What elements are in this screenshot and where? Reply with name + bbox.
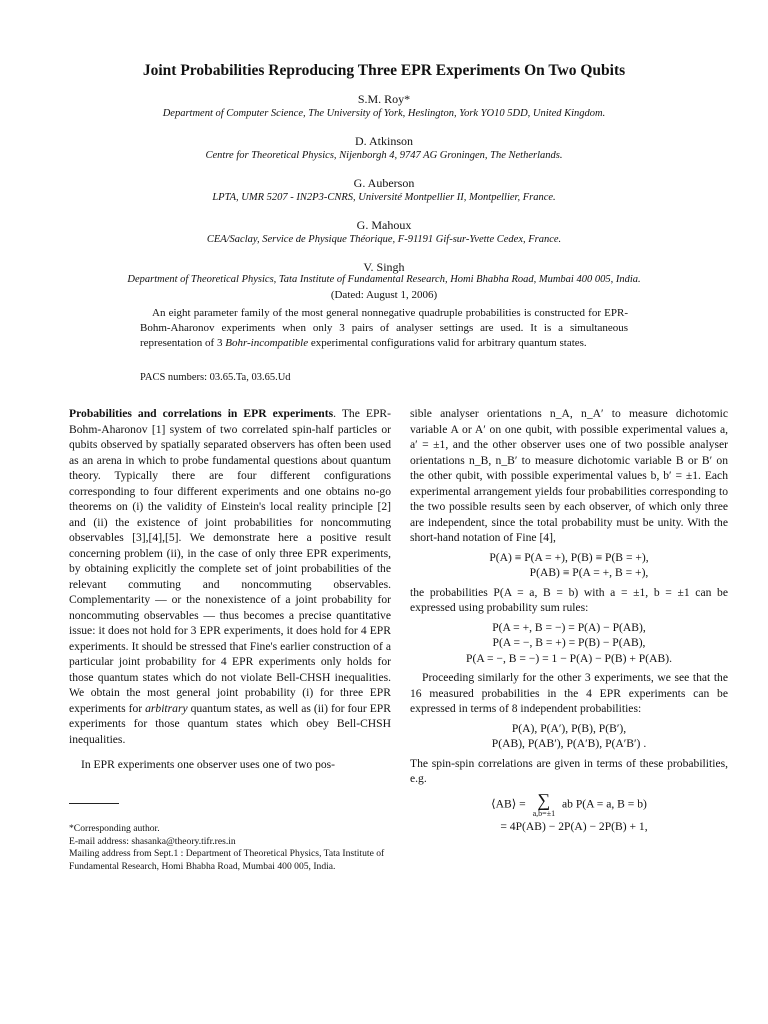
left-column bbox=[69, 406, 391, 773]
section-heading: Probabilities and correlations in EPR experiments bbox=[69, 407, 334, 420]
equation-line: P(A) ≡ P(A = +), P(B) ≡ P(B = +), bbox=[489, 550, 649, 564]
author-affiliation: LPTA, UMR 5207 - IN2P3-CNRS, Université Montpellier II, Montpellier, France. bbox=[212, 192, 556, 203]
equation-block bbox=[410, 550, 728, 581]
equation-line: P(A = −, B = −) = 1 − P(A) − P(B) + P(AB). bbox=[466, 651, 672, 665]
body-paragraph: In EPR experiments one observer uses one of two pos- bbox=[81, 758, 336, 771]
equation-rhs: ab P(A = a, B = b) bbox=[561, 797, 647, 811]
equation-line: P(AB) ≡ P(A = +, B = +), bbox=[529, 566, 649, 579]
footnotes bbox=[69, 823, 391, 873]
right-column bbox=[410, 406, 728, 838]
author-name: S.M. Roy* bbox=[357, 92, 411, 106]
summation-subscript: a,b=±1 bbox=[532, 808, 556, 818]
author-affiliation: Department of Computer Science, The University of York, Heslington, York YO10 5DD, United Kingdom. bbox=[162, 108, 606, 119]
equation-line: P(A = +, B = −) = P(A) − P(AB), bbox=[492, 620, 646, 634]
author-name: D. Atkinson bbox=[354, 134, 413, 148]
equation-line: = 4P(AB) − 2P(A) − 2P(B) + 1, bbox=[500, 819, 648, 833]
author-affiliation: CEA/Saclay, Service de Physique Théorique, F-91191 Gif-sur-Yvette Cedex, France. bbox=[206, 234, 562, 245]
author-name: V. Singh bbox=[363, 260, 405, 274]
author-affiliation: Department of Theoretical Physics, Tata Institute of Fundamental Research, Homi Bhabha Road, Mumbai 400 005, India. bbox=[127, 274, 641, 285]
equation-block bbox=[410, 721, 728, 752]
abstract-text: experimental configurations valid for arbitrary quantum states. bbox=[308, 337, 587, 349]
abstract bbox=[140, 306, 628, 351]
author-name: G. Auberson bbox=[353, 176, 415, 190]
abstract-text: An eight parameter family of the most general nonnegative quadruple probabilities is constructed for EPR-Bohm-Aharonov experiments when only 3 pairs of analyser settings are used. It is a simultaneous representation of 3 bbox=[140, 307, 628, 349]
body-paragraph: sible analyser orientations n_A, n_A′ to measure dichotomic variable A or A′ on one qubit, with possible experimental values a, a′ = ±1, and the other observer uses one of two possible analyser orientations n_B, n_B′ to measure dichotomic variable B or B′ on the other qubit, with possible experimental values b, b′ = ±1. Each experimental arrangement yields four probabilities corresponding to the two possible results seen by each observer, of which only three are independent, since the total probability must be unity. With the short-hand notation of Fine [4], bbox=[410, 407, 728, 544]
footnote-item: *Corresponding author. bbox=[69, 823, 160, 834]
summation-symbol bbox=[533, 791, 555, 819]
paper-title: Joint Probabilities Reproducing Three EPR Experiments On Two Qubits bbox=[142, 62, 626, 79]
equation-line bbox=[410, 791, 728, 819]
equation-line: P(AB), P(AB′), P(A′B), P(A′B′) . bbox=[491, 737, 647, 750]
sigma-glyph: ∑ bbox=[537, 789, 551, 810]
equation-lhs: ⟨AB⟩ = bbox=[491, 797, 526, 811]
author-name: G. Mahoux bbox=[356, 218, 412, 232]
body-text: . The EPR-Bohm-Aharonov [1] system of two correlated spin-half particles or qubits observed by spatially separated observers has often been used as an arena in which to probe fundamental questions about quantum theory. Typically there are four different configurations corresponding to four different experiments and one obtains no-go theorems on (i) the validity of Einstein's local reality principle [2] and (ii) the existence of joint probabilities for noncommuting observables [3],[4],[5]. We demonstrate here a positive result concerning problem (ii), in the case of only three EPR experiments, by obtaining explicitly the complete set of joint probabilities of the relevant commuting and noncommuting observables. Complementarity — or the nonexistence of a joint probability for noncommuting observables — thus becomes a precise quantitative issue: it does not hold for 3 EPR experiments, it does hold for 4 EPR experiments. It should be stressed that Fine's earlier construction of a particular joint probability for 4 EPR experiments only holds for those quantum states which do not violate Bell-CHSH inequalities. We obtain the most general joint probability (i) for three EPR experiments for bbox=[69, 407, 392, 715]
body-paragraph: Proceeding similarly for the other 3 experiments, we see that the 16 measured probabilities in the 4 EPR experiments can be expressed in terms of 8 independent probabilities: bbox=[410, 671, 728, 715]
equation-line: P(A = −, B = +) = P(B) − P(AB), bbox=[492, 636, 646, 649]
footnote-rule bbox=[69, 803, 119, 804]
dated-line: (Dated: August 1, 2006) bbox=[330, 289, 438, 301]
equation-block bbox=[410, 620, 728, 667]
pacs-numbers: PACS numbers: 03.65.Ta, 03.65.Ud bbox=[140, 372, 291, 383]
footnote-item: E-mail address: shasanka@theory.tifr.res.in bbox=[69, 835, 236, 847]
body-paragraph: The spin-spin correlations are given in terms of these probabilities, e.g. bbox=[410, 756, 728, 785]
equation-block bbox=[410, 791, 728, 835]
equation-line: P(A), P(A′), P(B), P(B′), bbox=[511, 721, 627, 735]
body-emphasis: arbitrary bbox=[145, 701, 188, 715]
author-affiliation: Centre for Theoretical Physics, Nijenborgh 4, 9747 AG Groningen, The Netherlands. bbox=[205, 150, 563, 161]
body-paragraph: the probabilities P(A = a, B = b) with a = ±1, b = ±1 can be expressed using probability sum rules: bbox=[410, 585, 728, 614]
footnote-item: Mailing address from Sept.1 : Department of Theoretical Physics, Tata Institute of Fundamental Research, Homi Bhabha Road, Mumbai 400 005, India. bbox=[69, 848, 385, 872]
body-text: quantum states, as well as (ii) for four EPR experiments for those quantum states which obey Bell-CHSH inequalities. bbox=[69, 701, 391, 746]
abstract-emphasis: Bohr-incompatible bbox=[225, 337, 309, 349]
